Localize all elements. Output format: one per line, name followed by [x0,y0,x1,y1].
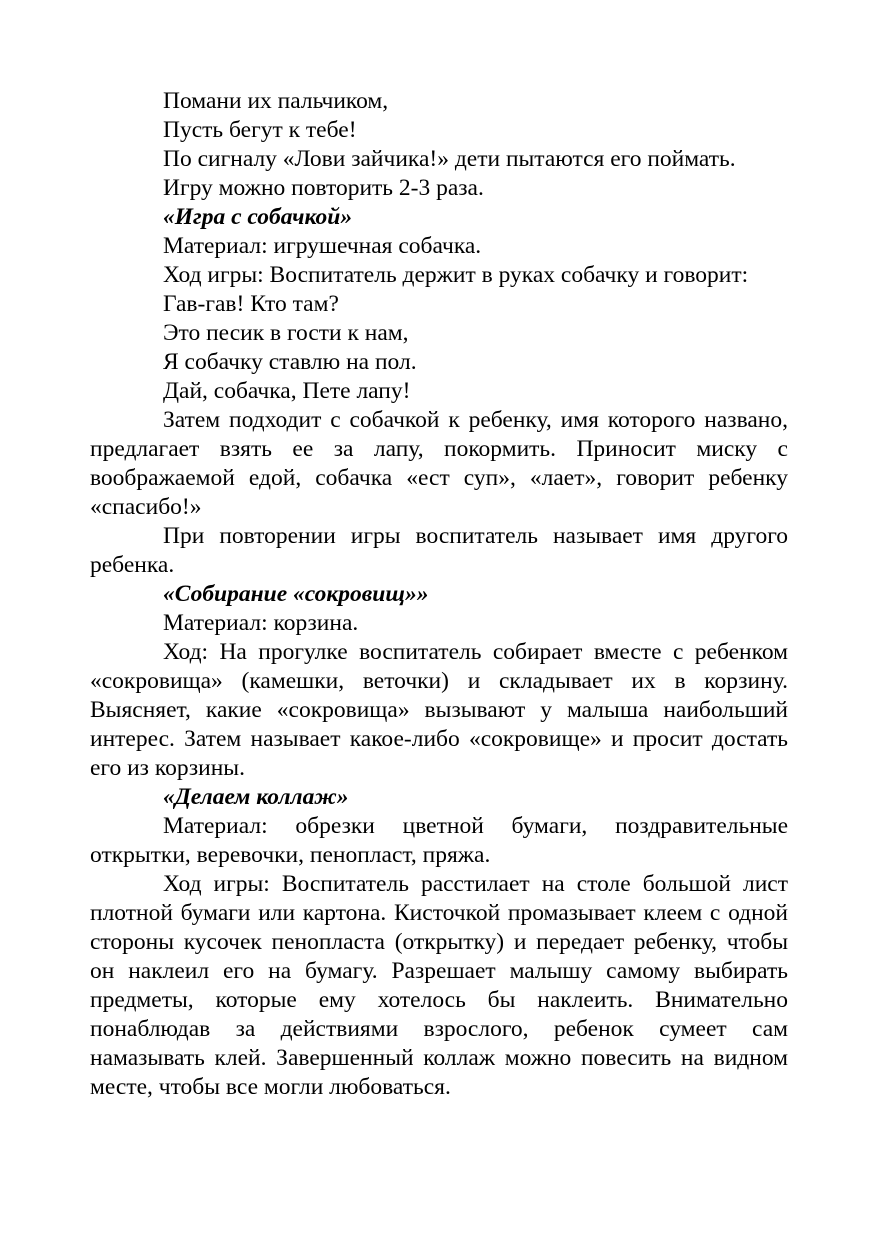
paragraph: При повторении игры воспитатель называет имя другого ребенка. [90,523,788,578]
game-heading: «Делаем коллаж» [163,784,349,810]
paragraph: По сигналу «Лови зайчика!» дети пытаются его поймать. [163,146,736,172]
paragraph: Ход игры: Воспитатель держит в руках собачку и говорит: [163,262,749,288]
verse-line: Я собачку ставлю на пол. [163,349,417,375]
verse-line: Дай, собачка, Пете лапу! [163,378,411,404]
material-line: Материал: игрушечная собачка. [163,233,482,259]
verse-line: Помани их пальчиком, [163,88,389,114]
paragraph: Ход: На прогулке воспитатель собирает вместе с ребенком «сокровища» (камешки, веточки) и складывает их в корзину. Выясняет, какие «сокровища» вызывают у малыша наибольший интерес. Затем называет какое-либо «сокровище» и просит достать его из корзины. [90,639,788,781]
verse-line: Пусть бегут к тебе! [163,117,357,143]
paragraph: Игру можно повторить 2-3 раза. [163,175,484,201]
game-heading: «Игра с собачкой» [163,204,353,230]
game-heading: «Собирание «сокровищ»» [163,581,429,607]
material-line: Материал: обрезки цветной бумаги, поздравительные открытки, веревочки, пенопласт, пряжа. [90,813,788,868]
material-line: Материал: корзина. [163,610,359,636]
paragraph: Затем подходит с собачкой к ребенку, имя которого названо, предлагает взять ее за лапу, покормить. Приносит миску с воображаемой едой, собачка «ест суп», «лает», говорит ребенку «спасибо!» [90,407,788,520]
verse-line: Гав-гав! Кто там? [163,291,339,317]
verse-line: Это песик в гости к нам, [163,320,409,346]
document-page [90,87,788,1102]
paragraph: Ход игры: Воспитатель расстилает на столе большой лист плотной бумаги или картона. Кисточкой промазывает клеем с одной стороны кусочек пенопласта (открытку) и передает ребенку, чтобы он наклеил его на бумагу. Разрешает малышу самому выбирать предметы, которые ему хотелось бы наклеить. Внимательно понаблюдав за действиями взрослого, ребенок сумеет сам намазывать клей. Завершенный коллаж можно повесить на видном месте, чтобы все могли любоваться. [90,871,788,1100]
